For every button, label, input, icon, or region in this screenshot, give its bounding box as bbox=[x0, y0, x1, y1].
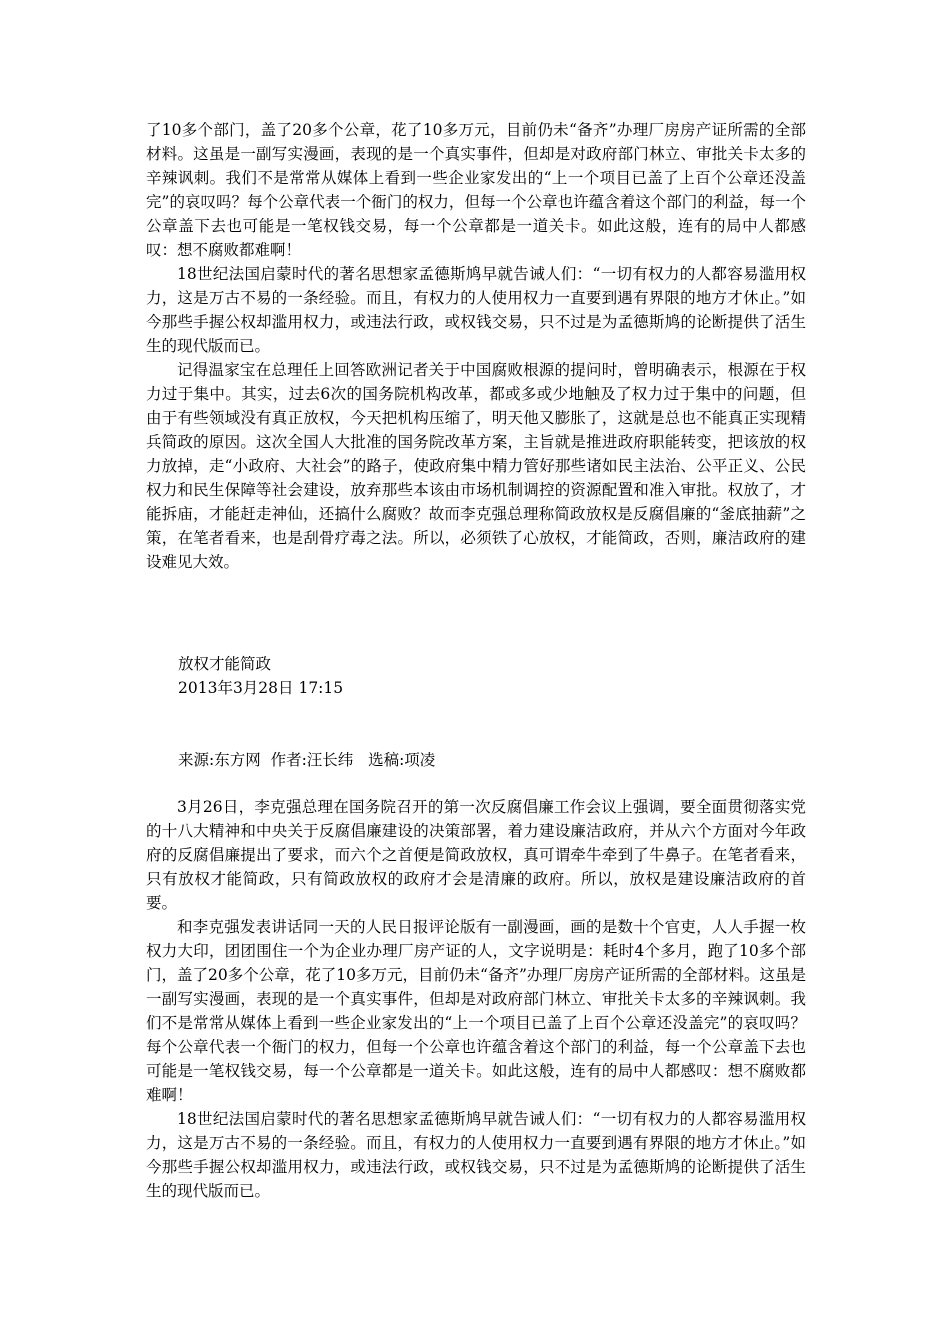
paragraph-montesquieu: 18世纪法国启蒙时代的著名思想家孟德斯鸠早就告诫人们：“一切有权力的人都容易滥用权力，这是万古不易的一条经验。而且，有权力的人使用权力一直要到遇有界限的地方才休止。”如今那些手握公权却滥用权力，或违法行政，或权钱交易，只不过是为孟德斯鸠的论断提供了活生生的现代版而已。 bbox=[146, 265, 806, 355]
article-source-line: 来源:东方网 作者:汪长纬 选稿:项凌 bbox=[178, 751, 436, 769]
article-date: 2013年3月28日 17:15 bbox=[178, 679, 344, 697]
top-text-block bbox=[146, 118, 806, 574]
paragraph-cartoon: 和李克强发表讲话同一天的人民日报评论版有一副漫画，画的是数十个官吏，人人手握一枚权力大印，团团围住一个为企业办理厂房产证的人，文字说明是：耗时4个多月，跑了10多个部门，盖了20多个公章，花了10多万元，目前仍未“备齐”办理厂房房产证所需的全部材料。这虽是一副写实漫画，表现的是一个真实事件，但却是对政府部门林立、审批关卡太多的辛辣讽刺。我们不是常常从媒体上看到一些企业家发出的“上一个项目已盖了上百个公章还没盖完”的哀叹吗？每个公章代表一个衙门的权力，但每一个公章也许蕴含着这个部门的利益，每一个公章盖下去也可能是一笔权钱交易，每一个公章都是一道关卡。如此这般，连有的局中人都感叹：想不腐败都难啊！ bbox=[146, 918, 806, 1104]
paragraph-wen-jiabao: 记得温家宝在总理任上回答欧洲记者关于中国腐败根源的提问时，曾明确表示，根源在于权力过于集中。其实，过去6次的国务院机构改革，都或多或少地触及了权力过于集中的问题，但由于有些领域没有真正放权，今天把机构压缩了，明天他又膨胀了，这就是总也不能真正实现精兵简政的原因。这次全国人大批准的国务院改革方案，主旨就是推进政府职能转变，把该放的权力放掉，走“小政府、大社会”的路子，使政府集中精力管好那些诸如民主法治、公平正义、公民权力和民生保障等社会建设，放弃那些本该由市场机制调控的资源配置和准入审批。权放了，才能拆庙，才能赶走神仙，还搞什么腐败？故而李克强总理称简政放权是反腐倡廉的“釜底抽薪”之策，在笔者看来，也是刮骨疗毒之法。所以，必须铁了心放权，才能简政，否则，廉洁政府的建设难见大效。 bbox=[146, 361, 806, 571]
paragraph-continuation: 了10多个部门，盖了20多个公章，花了10多万元，目前仍未“备齐”办理厂房房产证所需的全部材料。这虽是一副写实漫画，表现的是一个真实事件，但却是对政府部门林立、审批关卡太多的辛辣讽刺。我们不是常常从媒体上看到一些企业家发出的“上一个项目已盖了上百个公章还没盖完”的哀叹吗？每个公章代表一个衙门的权力，但每一个公章也许蕴含着这个部门的利益，每一个公章盖下去也可能是一笔权钱交易，每一个公章都是一道关卡。如此这般，连有的局中人都感叹：想不腐败都难啊！ bbox=[146, 121, 806, 259]
article-title: 放权才能简政 bbox=[178, 655, 272, 673]
bottom-text-block bbox=[146, 795, 806, 1203]
paragraph-li-keqiang: 3月26日，李克强总理在国务院召开的第一次反腐倡廉工作会议上强调，要全面贯彻落实党的十八大精神和中央关于反腐倡廉建设的决策部署，着力建设廉洁政府，并从六个方面对今年政府的反腐倡廉提出了要求，而六个之首便是简政放权，真可谓牵牛牵到了牛鼻子。在笔者看来，只有放权才能简政，只有简政放权的政府才会是清廉的政府。所以，放权是建设廉洁政府的首要。 bbox=[146, 798, 806, 912]
paragraph-montesquieu-repeat: 18世纪法国启蒙时代的著名思想家孟德斯鸠早就告诫人们：“一切有权力的人都容易滥用权力，这是万古不易的一条经验。而且，有权力的人使用权力一直要到遇有界限的地方才休止。”如今那些手握公权却滥用权力，或违法行政，或权钱交易，只不过是为孟德斯鸠的论断提供了活生生的现代版而已。 bbox=[146, 1110, 806, 1200]
